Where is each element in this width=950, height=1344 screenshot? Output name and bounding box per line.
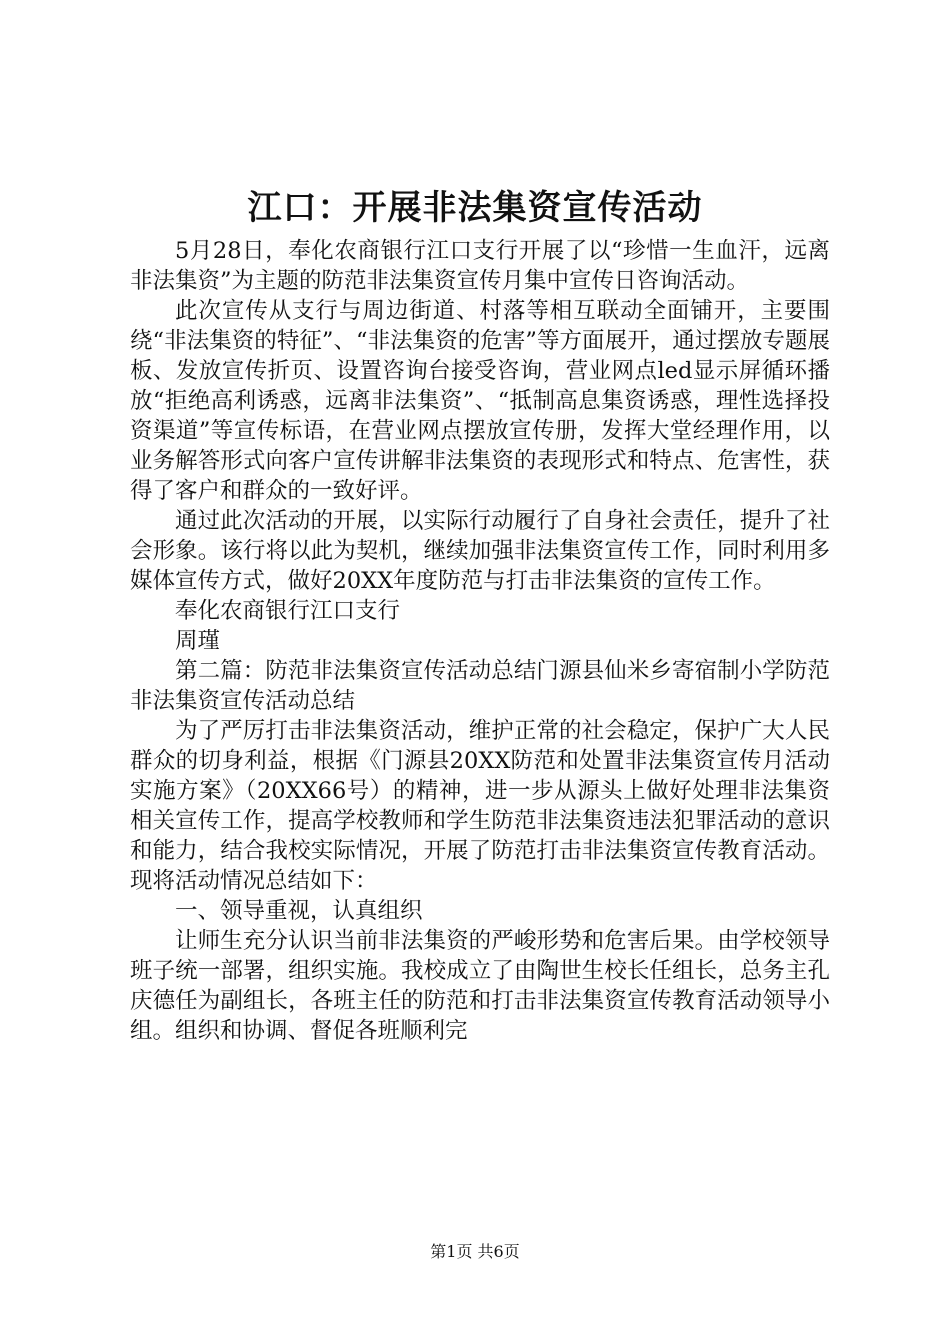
paragraph: 为了严厉打击非法集资活动，维护正常的社会稳定，保护广大人民群众的切身利益，根据《门源县20XX防范和处置非法集资宣传月活动实施方案》（20XX66号）的精神，进一步从源头上做好处理非法集资相关宣传工作，提高学校教师和学生防范非法集资违法犯罪活动的意识和能力，结合我校实际情况，开展了防范打击非法集资宣传教育活动。现将活动情况总结如下：	[130, 718, 830, 894]
paragraph: 此次宣传从支行与周边街道、村落等相互联动全面铺开，主要围绕“非法集资的特征”、“非法集资的危害”等方面展开，通过摆放专题展板、发放宣传折页、设置咨询台接受咨询，营业网点led显示屏循环播放“拒绝高利诱惑，远离非法集资”、“抵制高息集资诱惑，理性选择投资渠道”等宣传标语，在营业网点摆放宣传册，发挥大堂经理作用，以业务解答形式向客户宣传讲解非法集资的表现形式和特点、危害性，获得了客户和群众的一致好评。	[130, 298, 830, 504]
paragraph: 让师生充分认识当前非法集资的严峻形势和危害后果。由学校领导班子统一部署，组织实施。我校成立了由陶世生校长任组长，总务主孔庆德任为副组长，各班主任的防范和打击非法集资宣传教育活动领导小组。组织和协调、督促各班顺利完	[130, 928, 830, 1044]
paragraph: 5月28日，奉化农商银行江口支行开展了以“珍惜一生血汗，远离非法集资”为主题的防范非法集资宣传月集中宣传日咨询活动。	[130, 238, 830, 294]
paragraph: 通过此次活动的开展，以实际行动履行了自身社会责任，提升了社会形象。该行将以此为契机，继续加强非法集资宣传工作，同时利用多媒体宣传方式，做好20XX年度防范与打击非法集资的宣传工作。	[130, 508, 830, 594]
section-heading: 第二篇：防范非法集资宣传活动总结门源县仙米乡寄宿制小学防范非法集资宣传活动总结	[130, 658, 830, 714]
page-number: 第1页 共6页	[430, 1242, 520, 1261]
subsection-heading: 一、领导重视，认真组织	[175, 898, 423, 924]
signature-author: 周瑾	[175, 628, 221, 654]
document-title: 江口：开展非法集资宣传活动	[247, 188, 703, 228]
signature-organization: 奉化农商银行江口支行	[175, 598, 401, 624]
document-body	[130, 236, 830, 1046]
